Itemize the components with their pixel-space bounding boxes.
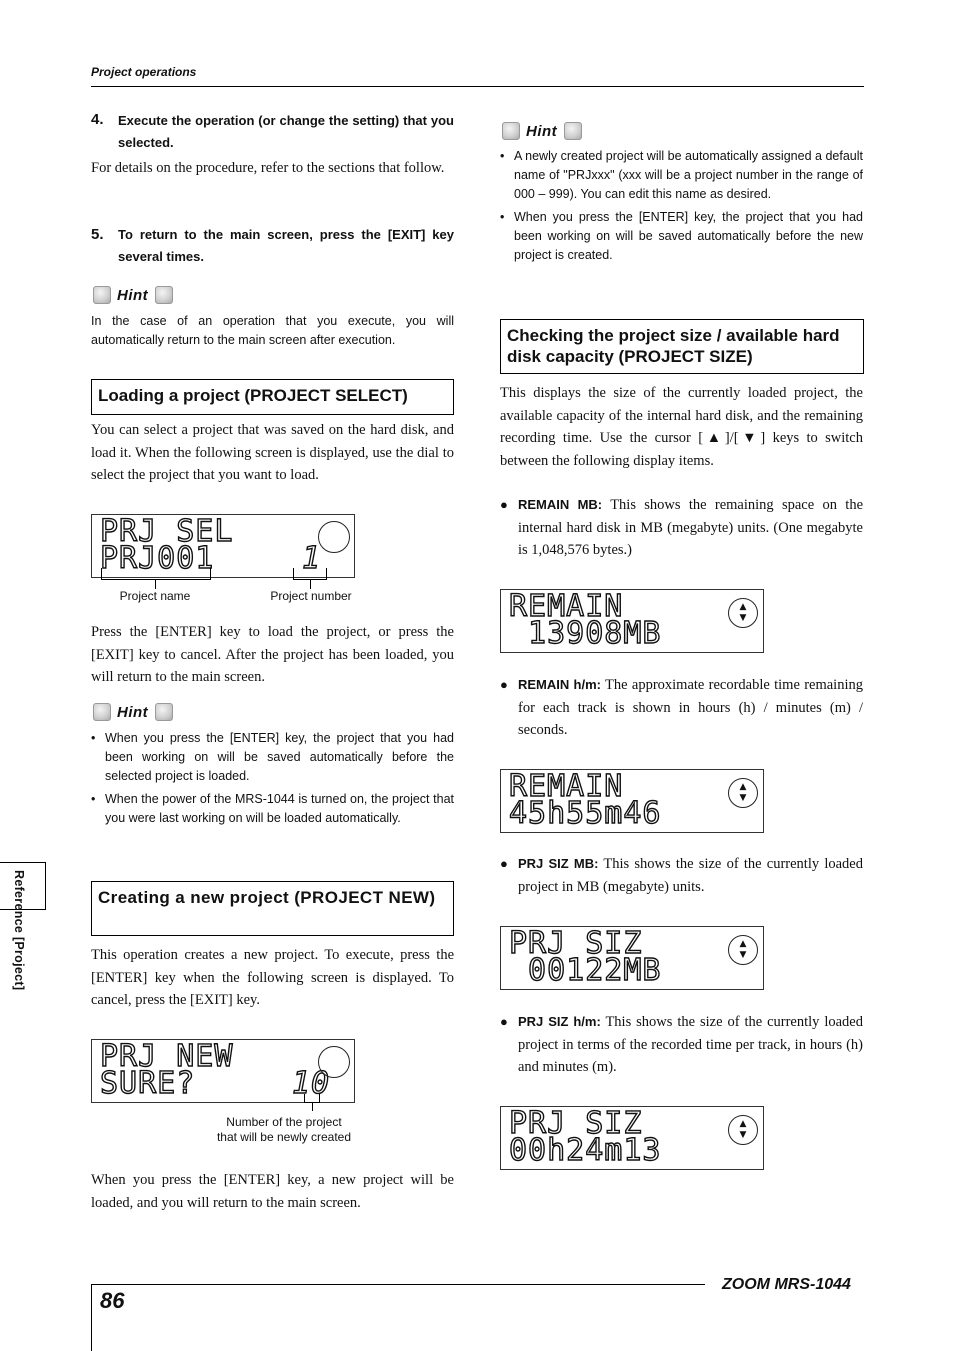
bullet-dot: ● <box>500 1014 508 1029</box>
brand-name: ZOOM MRS-1044 <box>722 1276 851 1293</box>
lcd-value: 10 <box>292 1066 331 1101</box>
hint-2-list <box>91 729 454 832</box>
side-tab-label: Reference [Project] <box>12 870 26 991</box>
hint-square-icon <box>155 286 173 304</box>
list-item: • When you press the [ENTER] key, the project that you had been working on will be saved automatically before the selected project is loaded. <box>91 731 454 783</box>
header-rule <box>91 86 864 87</box>
section-title: Checking the project size / available hard disk capacity (PROJECT SIZE) <box>507 326 840 366</box>
cursor-arrows-icon: ▲ ▼ <box>728 1115 758 1145</box>
project-size-body: This displays the size of the currently loaded project, the available capacity of the internal hard disk, and the remaining recording time. Use the cursor [▲]/[▼] keys to switch between the following display items. <box>500 385 863 469</box>
lcd-line-2: 13908MB <box>509 616 662 651</box>
bracket-leader <box>310 580 311 589</box>
project-select-body: You can select a project that was saved on the hard disk, and load it. When the following screen is displayed, use the dial to select the project that you want to load. <box>91 422 454 483</box>
list-item: • When the power of the MRS-1044 is turned on, the project that you were last working on will be loaded automatically. <box>91 792 454 825</box>
footer-rule <box>91 1284 705 1285</box>
lcd-line-1: PRJ SIZ <box>509 1106 643 1141</box>
running-header: Project operations <box>91 65 197 79</box>
caption-new-project-number: Number of the project that will be newly created <box>216 1115 352 1144</box>
hint-square-icon <box>93 286 111 304</box>
dial-icon <box>318 1046 350 1078</box>
item-remain-hm: ● REMAIN h/m: The approximate recordable time remaining for each track is shown in hours (h) / minutes (m) / seconds. <box>500 674 863 742</box>
lcd-line-1: REMAIN <box>509 769 624 804</box>
step-4-text: Execute the operation (or change the setting) that you selected. <box>118 113 454 150</box>
hint-label: Hint <box>117 286 149 304</box>
hint-square-icon <box>502 122 520 140</box>
item-remain-mb: ● REMAIN MB: This shows the remaining space on the internal hard disk in MB (megabyte) units. (One megabyte is 1,048,576 bytes.) <box>500 494 863 562</box>
item-prj-siz-mb: ● PRJ SIZ MB: This shows the size of the currently loaded project in MB (megabyte) units. <box>500 853 863 898</box>
section-title: Creating a new project (PROJECT NEW) <box>98 888 436 907</box>
bracket-leader <box>312 1103 313 1111</box>
lcd-line-2: PRJ001 <box>100 541 215 576</box>
lcd-line-2: 45h55m46 <box>509 796 662 831</box>
step-4-number: 4. <box>91 111 104 128</box>
lcd-line-1: PRJ SEL <box>100 514 234 549</box>
project-number-bracket <box>304 1094 320 1103</box>
caption-project-name: Project name <box>119 589 191 603</box>
item-prj-siz-hm: ● PRJ SIZ h/m: This shows the size of the currently loaded project in terms of the recorded time per track, in hours (h) and minutes (m). <box>500 1011 863 1079</box>
project-new-body: This operation creates a new project. To execute, press the [ENTER] key when the following screen is displayed. To cancel, press the [EXIT] key. <box>91 947 454 1008</box>
section-title: Loading a project (PROJECT SELECT) <box>98 386 408 405</box>
cursor-arrows-icon: ▲ ▼ <box>728 935 758 965</box>
footer-vertical-rule <box>91 1284 92 1351</box>
lcd-display-prj-siz-hm <box>500 1106 764 1170</box>
hint-heading-3 <box>502 120 582 142</box>
hint-1-text: In the case of an operation that you execute, you will automatically return to the main screen after execution. <box>91 314 454 347</box>
project-number-bracket <box>293 568 327 580</box>
section-heading-project-size <box>500 319 864 374</box>
dial-icon <box>318 521 350 553</box>
list-item: • A newly created project will be automatically assigned a default name of "PRJxxx" (xxx will be a project number in the range of 000 – 999). You can edit this name as desired. <box>500 149 863 201</box>
lcd-line-2: 00122MB <box>509 953 662 988</box>
project-name-bracket <box>101 568 211 580</box>
lcd-line-2: 00h24m13 <box>509 1133 662 1168</box>
bullet-dot: ● <box>500 856 508 871</box>
step-5-text: To return to the main screen, press the [EXIT] key several times. <box>118 227 454 264</box>
hint-heading-1 <box>93 284 173 306</box>
hint-square-icon <box>155 703 173 721</box>
lcd-line-2: SURE? <box>100 1066 196 1101</box>
bullet-dot: ● <box>500 497 508 512</box>
hint-square-icon <box>564 122 582 140</box>
section-heading-project-select <box>91 379 454 415</box>
step-5-number: 5. <box>91 226 104 243</box>
bracket-leader <box>155 580 156 589</box>
cursor-arrows-icon: ▲ ▼ <box>728 778 758 808</box>
lcd-display-prj-siz-mb <box>500 926 764 990</box>
step-4-body: For details on the procedure, refer to the sections that follow. <box>91 160 445 176</box>
hint-3-list <box>500 147 863 269</box>
lcd-display-remain-mb <box>500 589 764 653</box>
cursor-arrows-icon: ▲ ▼ <box>728 598 758 628</box>
lcd-display-remain-hm <box>500 769 764 833</box>
page-number: 86 <box>100 1288 125 1313</box>
hint-square-icon <box>93 703 111 721</box>
bullet-dot: ● <box>500 677 508 692</box>
caption-project-number: Project number <box>270 589 352 603</box>
lcd-value: 1 <box>302 541 322 576</box>
lcd-line-1: PRJ SIZ <box>509 926 643 961</box>
project-new-body-2: When you press the [ENTER] key, a new project will be loaded, and you will return to the main screen. <box>91 1172 454 1211</box>
project-select-body-2: Press the [ENTER] key to load the project, or press the [EXIT] key to cancel. After the project has been loaded, you will return to the main screen. <box>91 624 454 685</box>
hint-label: Hint <box>117 703 149 721</box>
hint-label: Hint <box>526 122 558 140</box>
list-item: • When you press the [ENTER] key, the project that you had been working on will be saved automatically before the new project is created. <box>500 210 863 262</box>
lcd-line-1: PRJ NEW <box>100 1039 234 1074</box>
lcd-line-1: REMAIN <box>509 589 624 624</box>
section-heading-project-new <box>91 881 454 936</box>
hint-heading-2 <box>93 701 173 723</box>
